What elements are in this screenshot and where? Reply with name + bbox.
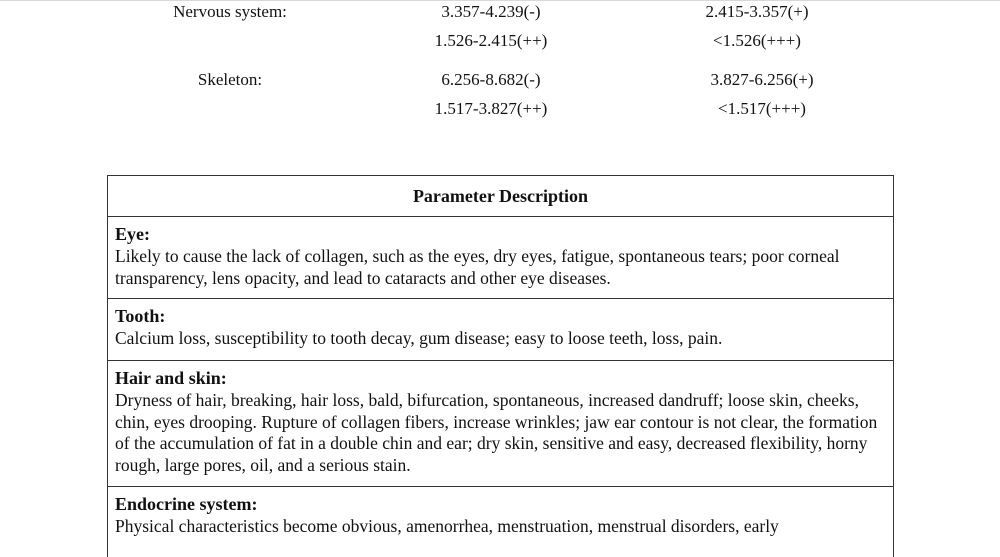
row-text: Dryness of hair, breaking, hair loss, bald, bifurcation, spontaneous, increased dandruff; loose skin, cheeks, chin, eyes drooping. Rupture of collagen fibers, increase wrinkles; jaw ear contour is not clear, the formation of the accumulation of fat in a double chin and ear; dry skin, sensitive and easy, decreased flexibility, horny rough, large pores, oil, and a serious stain.: [115, 390, 878, 475]
system-label: Skeleton:: [197, 70, 263, 89]
row-title: Endocrine system:: [115, 494, 258, 514]
range-value: 1.526-2.415(++): [434, 31, 548, 50]
reference-row-skeleton: [0, 65, 1000, 123]
row-title: Tooth:: [115, 306, 166, 326]
range-value: <1.517(+++): [718, 99, 806, 118]
range-value: <1.526(+++): [713, 31, 801, 50]
range-value: 2.415-3.357(+): [705, 2, 809, 21]
system-label: Nervous system:: [173, 2, 287, 21]
range-value: 3.357-4.239(-): [441, 2, 541, 21]
range-value: 1.517-3.827(++): [434, 99, 548, 118]
table-row-endocrine-system: [108, 487, 893, 557]
table-row-eye: [108, 217, 893, 299]
range-value: 6.256-8.682(-): [441, 70, 541, 89]
row-text: Physical characteristics become obvious, amenorrhea, menstruation, menstrual disorders, early: [115, 516, 779, 536]
row-title: Eye:: [115, 224, 150, 244]
row-title: Hair and skin:: [115, 368, 227, 388]
row-text: Likely to cause the lack of collagen, such as the eyes, dry eyes, fatigue, spontaneous tears; poor corneal transparency, lens opacity, and lead to cataracts and other eye diseases.: [115, 246, 840, 288]
range-value: 3.827-6.256(+): [710, 70, 814, 89]
table-header: Parameter Description: [108, 176, 893, 217]
reference-row-nervous-system: [0, 0, 1000, 55]
parameter-description-table: [107, 175, 894, 557]
table-row-hair-and-skin: [108, 361, 893, 487]
table-row-tooth: [108, 299, 893, 361]
row-text: Calcium loss, susceptibility to tooth decay, gum disease; easy to loose teeth, loss, pain.: [115, 328, 723, 348]
